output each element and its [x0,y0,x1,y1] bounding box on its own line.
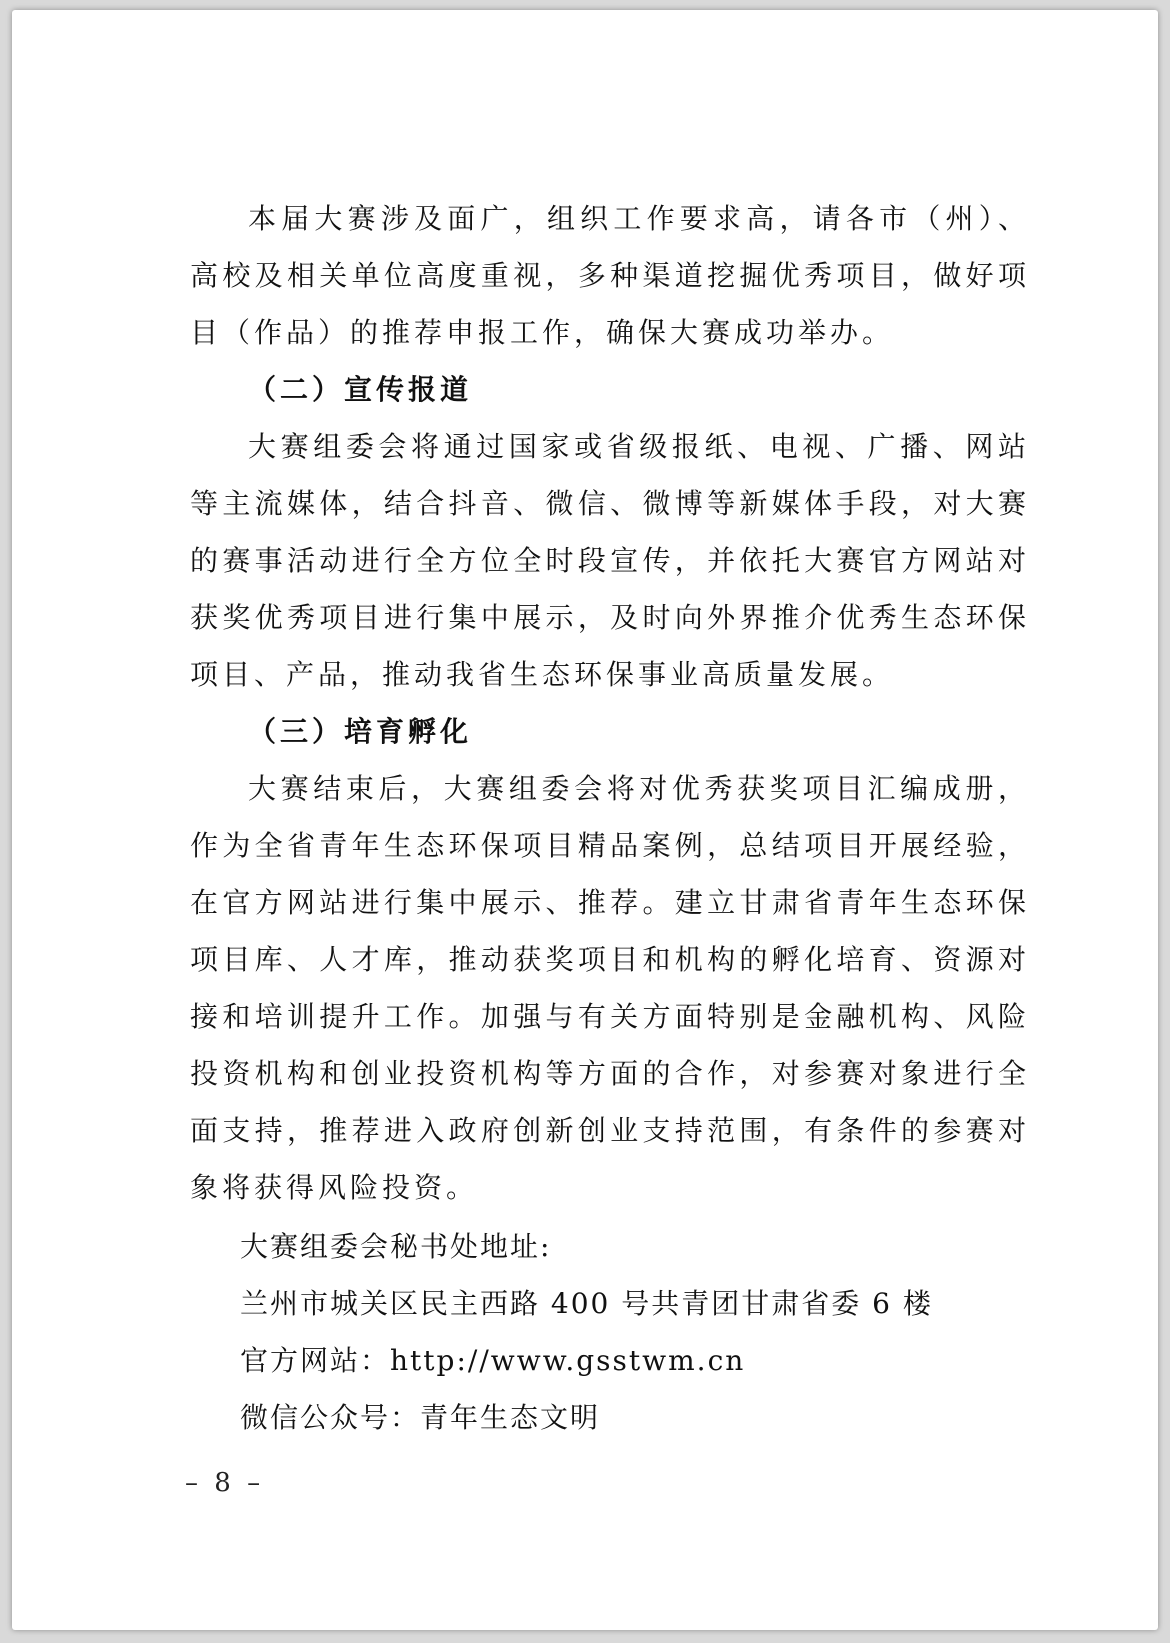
page-number: – 8 – [185,1468,265,1498]
section-heading-incubation: （三）培育孵化 [248,715,473,748]
wechat-line: 微信公众号：青年生态文明 [240,1401,601,1434]
publicity-paragraph: 大赛组委会将通过国家或省级报纸、电视、广播、网站等主流媒体，结合抖音、微信、微博等新媒体手段，对大赛的赛事活动进行全方位全时段宣传，并依托大赛官方网站对获奖优秀项目进行集中展示，及时向外界推介优秀生态环保项目、产品，推动我省生态环保事业高质量发展。 [190,430,1030,691]
incubation-paragraph: 大赛结束后，大赛组委会将对优秀获奖项目汇编成册，作为全省青年生态环保项目精品案例，总结项目开展经验，在官方网站进行集中展示、推荐。建立甘肃省青年生态环保项目库、人才库，推动获奖项目和机构的孵化培育、资源对接和培训提升工作。加强与有关方面特别是金融机构、风险投资机构和创业投资机构等方面的合作，对参赛对象进行全面支持，推荐进入政府创新创业支持范围，有条件的参赛对象将获得风险投资。 [190,772,1030,1204]
address-text: 兰州市城关区民主西路 400 号共青团甘肃省委 6 楼 [240,1287,933,1320]
document-body [190,190,1030,1216]
address-label: 大赛组委会秘书处地址: [240,1230,552,1263]
intro-paragraph: 本届大赛涉及面广，组织工作要求高，请各市（州）、高校及相关单位高度重视，多种渠道挖掘优秀项目，做好项目（作品）的推荐申报工作，确保大赛成功举办。 [190,202,1030,349]
section-heading-publicity: （二）宣传报道 [248,373,473,406]
contact-block [240,1218,933,1446]
website-line: 官方网站：http://www.gsstwm.cn [240,1344,746,1377]
